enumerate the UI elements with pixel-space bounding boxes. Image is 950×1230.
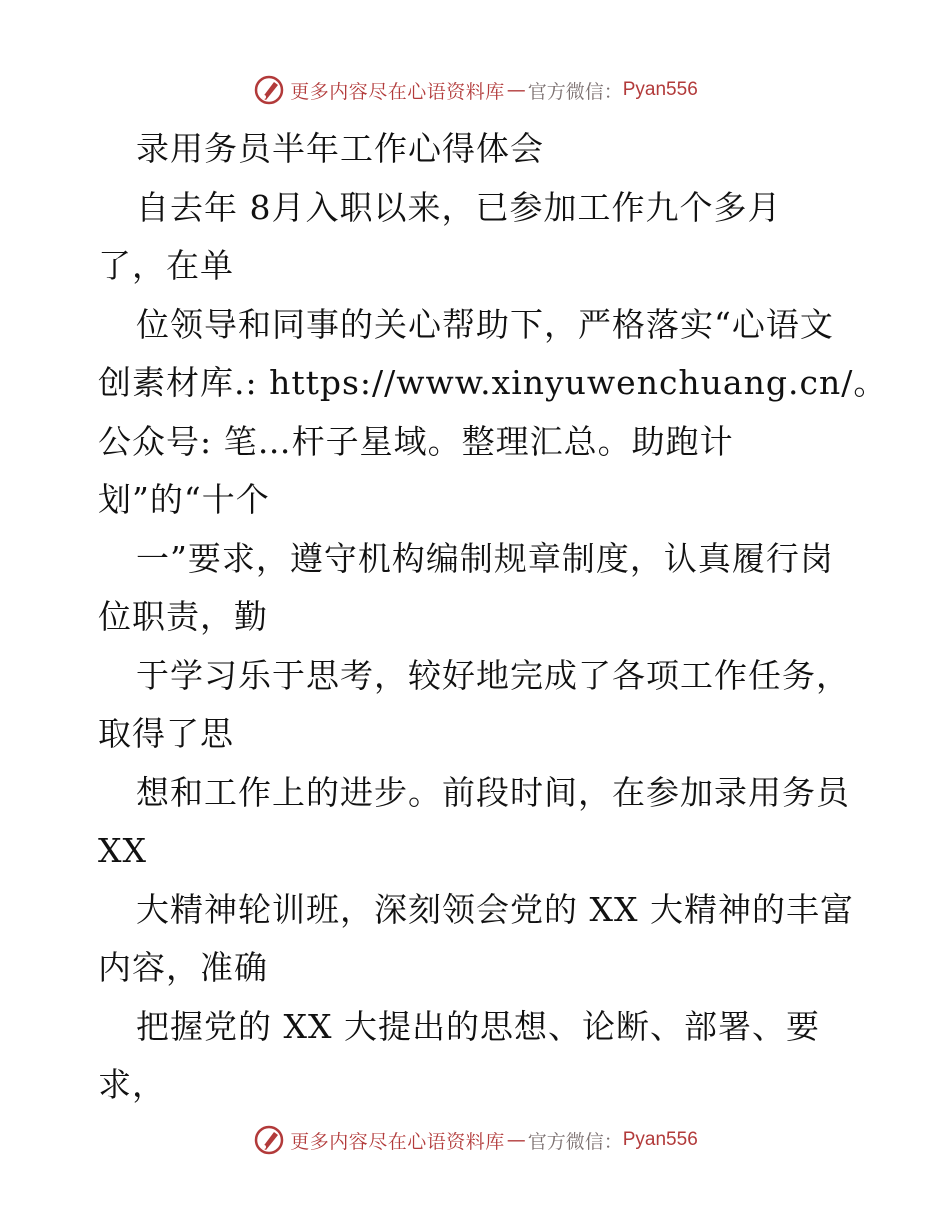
text-line: XX <box>98 831 147 870</box>
banner-prefix: 更多内容尽在心语资料库 <box>290 80 505 103</box>
document-body <box>98 120 888 1115</box>
banner-wechat-label: 官方微信： <box>527 80 623 103</box>
text-line: 创素材库.: https://www.xinyuwenchuang.cn/。 <box>98 363 888 402</box>
text-line: 公众号: 笔…杆子星域。整理汇总。助跑计 <box>98 421 734 461</box>
text-line: 于学习乐于思考，较好地完成了各项工作任务， <box>136 655 850 695</box>
pen-logo-icon <box>252 1123 286 1157</box>
banner-dash: — <box>506 79 526 101</box>
text-line: 一”要求，遵守机构编制规章制度，认真履行岗 <box>136 538 834 578</box>
banner-prefix: 更多内容尽在心语资料库 <box>290 1130 505 1153</box>
banner-wechat-id: Pyan556 <box>622 79 698 100</box>
text-line: 划”的“十个 <box>98 480 270 519</box>
text-line: 想和工作上的进步。前段时间，在参加录用务员 <box>136 772 850 812</box>
banner-wechat-label: 官方微信： <box>527 1130 623 1153</box>
text-line: 把握党的 XX 大提出的思想、论断、部署、要 <box>136 1006 820 1046</box>
text-line: 自去年 8月入职以来，已参加工作九个多月 <box>136 187 782 227</box>
text-line: 内容，准确 <box>98 948 268 987</box>
text-line: 取得了思 <box>98 714 234 753</box>
text-line: 位职责，勤 <box>98 597 268 636</box>
header-watermark-banner <box>0 70 950 110</box>
banner-dash: — <box>506 1129 526 1151</box>
pen-logo-icon <box>252 73 286 107</box>
text-line: 大精神轮训班，深刻领会党的 XX 大精神的丰富 <box>136 889 854 929</box>
footer-watermark-banner <box>0 1120 950 1160</box>
text-line: 了，在单 <box>98 246 234 285</box>
text-line: 录用务员半年工作心得体会 <box>136 129 544 168</box>
banner-wechat-id: Pyan556 <box>622 1129 698 1150</box>
text-line: 位领导和同事的关心帮助下，严格落实“心语文 <box>136 304 834 344</box>
text-line: 求， <box>98 1065 166 1104</box>
